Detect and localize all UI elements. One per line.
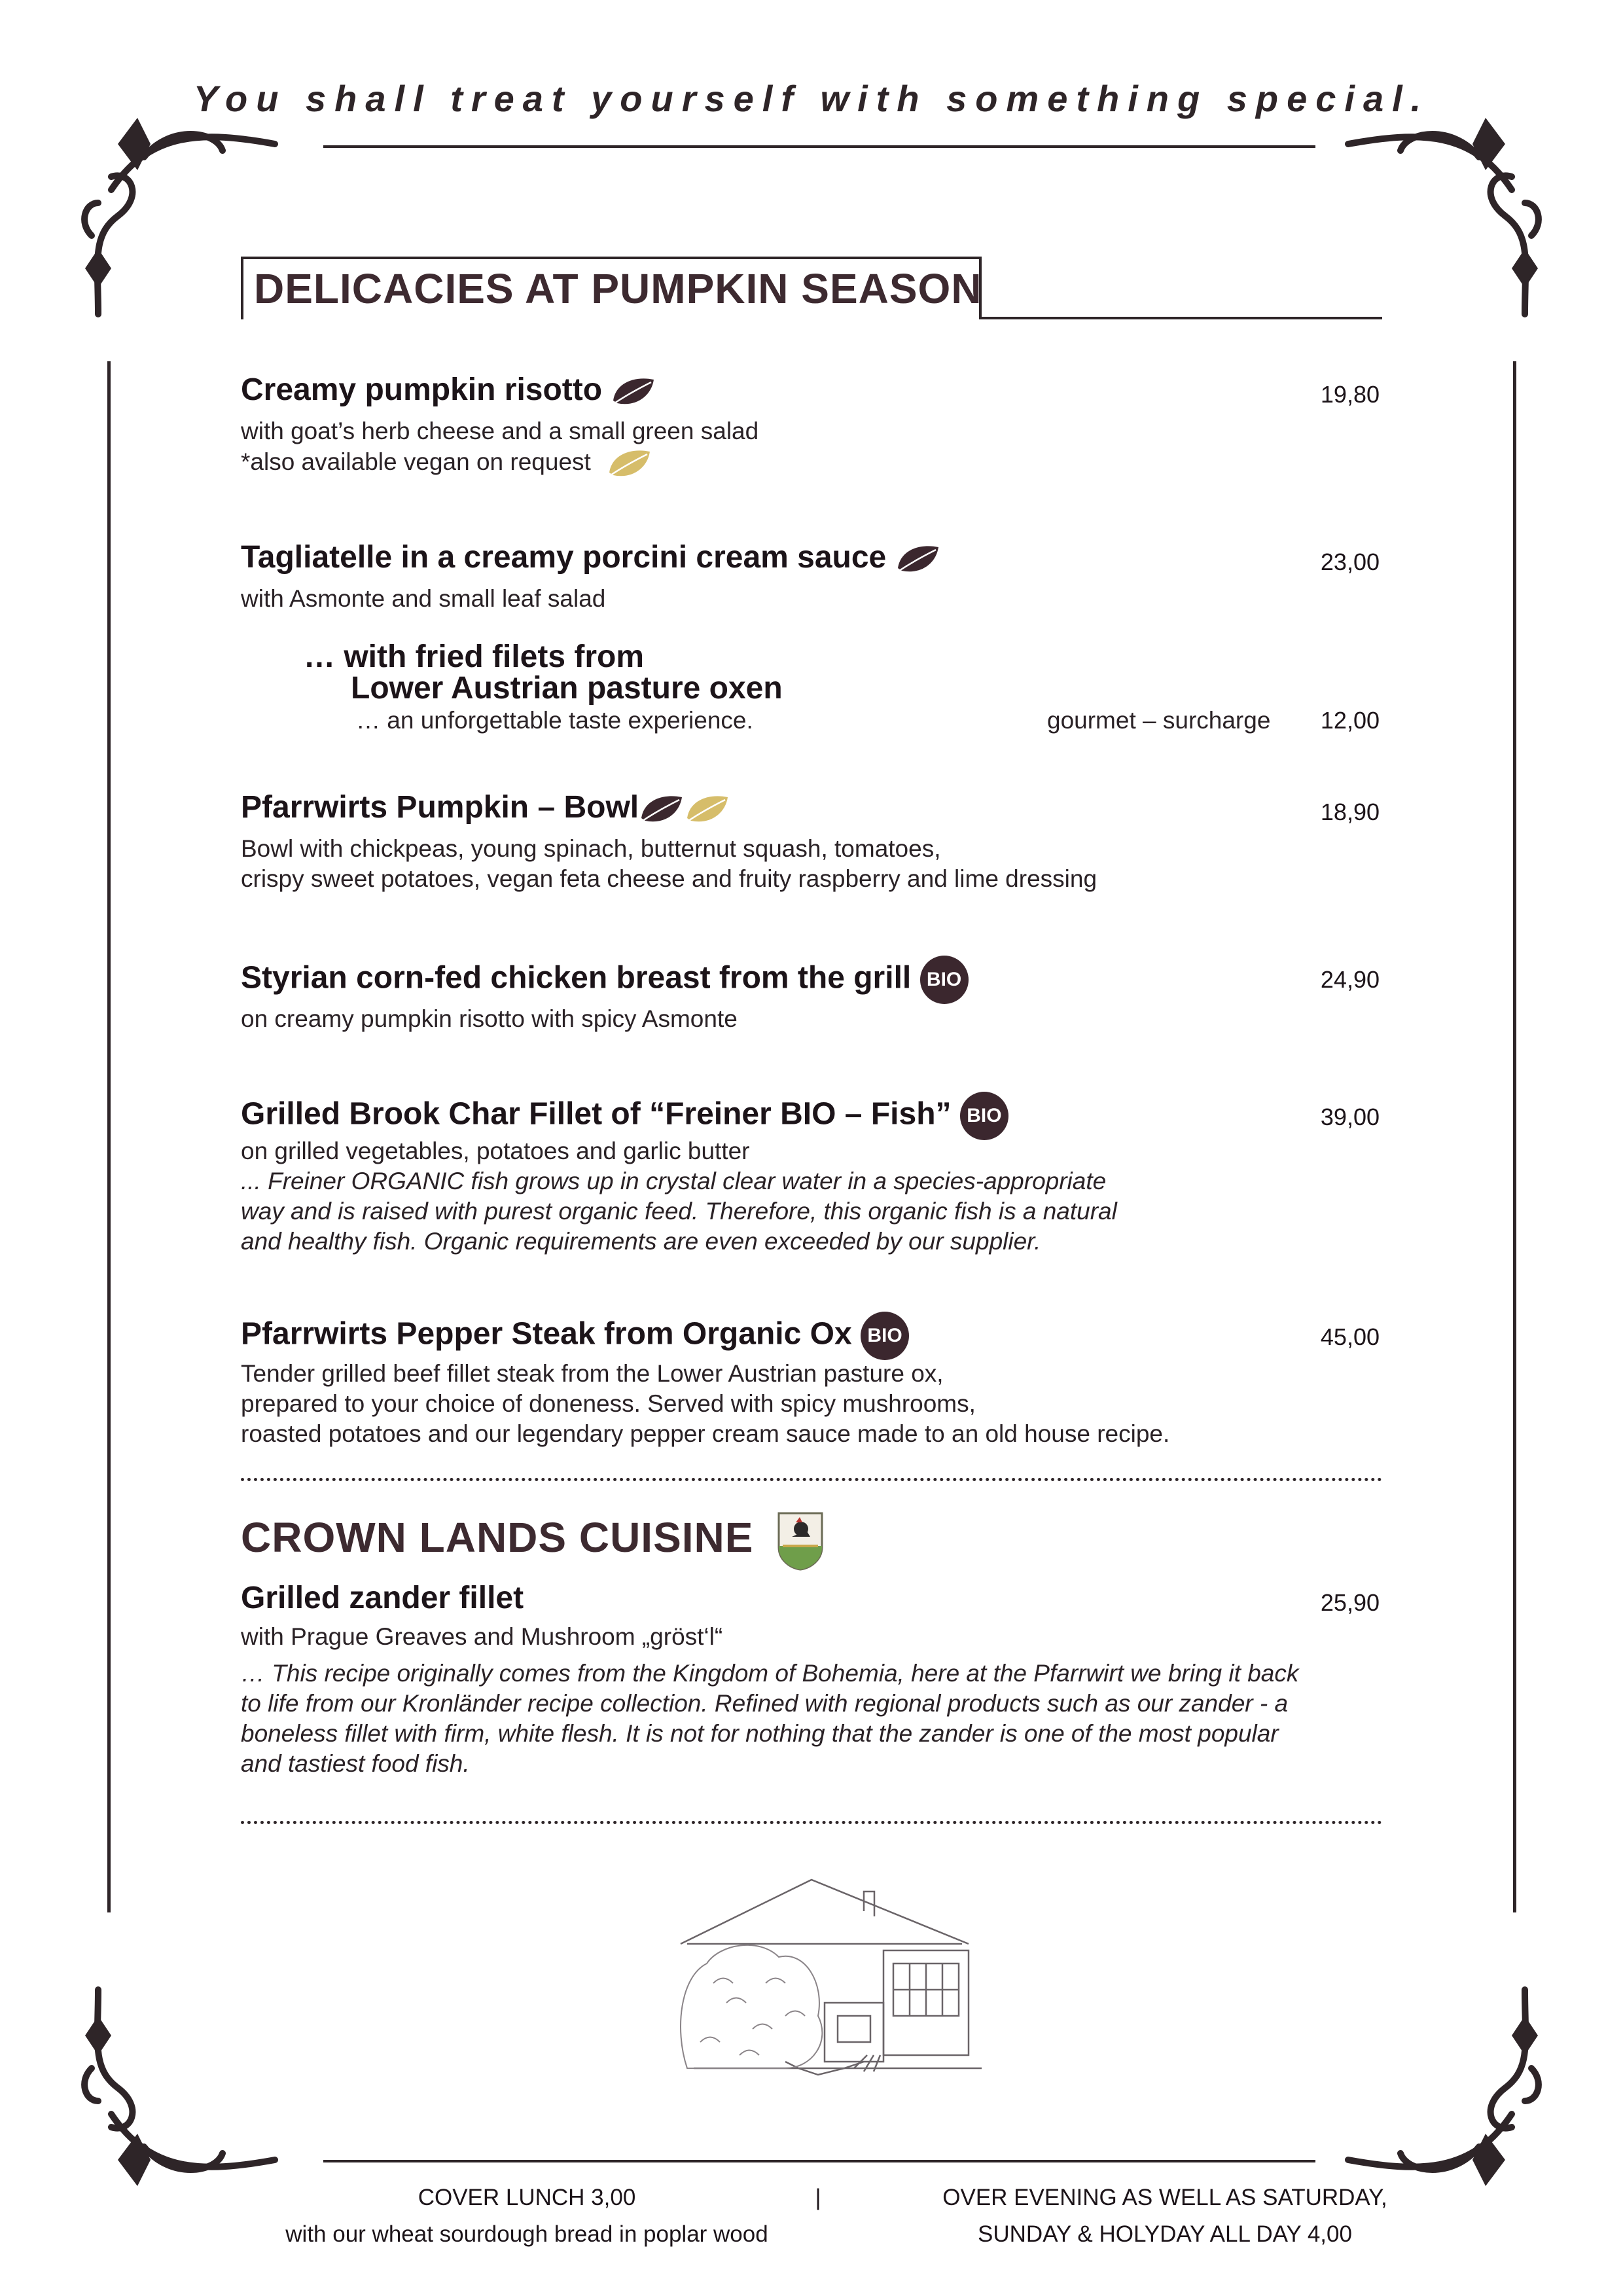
bio-badge: BIO: [861, 1312, 909, 1360]
dish-price: 39,00: [1320, 1103, 1380, 1130]
dish-name: Tagliatelle in a creamy porcini cream sauce: [241, 539, 941, 576]
dish-name: Creamy pumpkin risotto: [241, 372, 656, 408]
corner-ornament-bottom-left-icon: [72, 1977, 281, 2199]
vegan-leaf-icon: [607, 446, 652, 480]
dish-price: 45,00: [1320, 1323, 1380, 1350]
dish-description: with Prague Greaves and Mushroom „gröst‘l“: [241, 1623, 723, 1650]
building-illustration: [668, 1872, 995, 2085]
section-title: DELICACIES AT PUMPKIN SEASON: [254, 265, 982, 312]
corner-ornament-top-right-icon: [1342, 105, 1551, 327]
corner-ornament-bottom-right-icon: [1342, 1977, 1551, 2199]
frame-left-line: [107, 361, 111, 1912]
dish-name: Pfarrwirts Pumpkin – Bowl: [241, 789, 730, 826]
dish-description: Tender grilled beef fillet steak from the Lower Austrian pasture ox, prepared to your choice of doneness. Served with spicy mushrooms, roasted potatoes and our legendary pepper cream sauce made to an old house recipe.: [241, 1360, 1170, 1447]
bio-badge: BIO: [920, 956, 969, 1004]
footer-separator: |: [815, 2185, 821, 2210]
dish-name: Grilled zander fillet: [241, 1581, 524, 1615]
addon-surcharge-label: gourmet – surcharge: [1047, 707, 1271, 734]
tagline: You shall treat yourself with something special.: [193, 78, 1430, 119]
addon-title-line1: … with fried filets from: [304, 639, 645, 674]
dish-description: with goat’s herb cheese and a small green salad *also available vegan on request: [241, 416, 758, 480]
dish-description: on grilled vegetables, potatoes and garlic butter: [241, 1138, 750, 1164]
dish-description: on creamy pumpkin risotto with spicy Asmonte: [241, 1005, 738, 1032]
addon-note: … an unforgettable taste experience.: [356, 707, 753, 734]
dotted-divider: [241, 1478, 1382, 1481]
addon-title-line2: Lower Austrian pasture oxen: [351, 671, 783, 706]
dotted-divider: [241, 1821, 1382, 1824]
dish-description: Bowl with chickpeas, young spinach, butternut squash, tomatoes, crispy sweet potatoes, vegan feta cheese and fruity raspberry and lime dressing: [241, 835, 1097, 892]
vegetarian-leaf-icon: [611, 374, 656, 408]
footer-rule: [323, 2160, 1315, 2162]
header-rule: [323, 145, 1315, 148]
section-title-rule: [982, 317, 1382, 319]
vegetarian-leaf-icon: [639, 792, 685, 826]
dish-price: 25,90: [1320, 1589, 1380, 1616]
frame-right-line: [1513, 361, 1516, 1912]
footer-cover-lunch: COVER LUNCH 3,00 with our wheat sourdough bread in poplar wood: [285, 2185, 768, 2247]
bio-badge: BIO: [960, 1092, 1008, 1140]
dish-price: 24,90: [1320, 966, 1380, 993]
coat-of-arms-icon: [776, 1511, 825, 1571]
dish-price: 23,00: [1320, 548, 1380, 575]
vegetarian-leaf-icon: [895, 542, 941, 576]
dish-price: 19,80: [1320, 381, 1380, 408]
dish-name: Grilled Brook Char Fillet of “Freiner BIO – Fish” BIO: [241, 1092, 1008, 1140]
dish-name: Styrian corn-fed chicken breast from the grill BIO: [241, 956, 969, 1004]
dish-story: ... Freiner ORGANIC fish grows up in crystal clear water in a species-appropriate way and is raised with purest organic feed. Therefore, this organic fish is a natural and healthy fish. Organic requirements are even exceeded by our supplier.: [241, 1168, 1117, 1255]
addon-price: 12,00: [1320, 707, 1380, 734]
dish-name: Pfarrwirts Pepper Steak from Organic Ox BIO: [241, 1312, 909, 1360]
dish-description: with Asmonte and small leaf salad: [241, 585, 606, 612]
footer-cover-evening: OVER EVENING AS WELL AS SATURDAY, SUNDAY & HOLYDAY ALL DAY 4,00: [942, 2185, 1387, 2247]
vegan-leaf-icon: [685, 792, 730, 826]
dish-story: … This recipe originally comes from the Kingdom of Bohemia, here at the Pfarrwirt we bring it back to life from our Kronländer recipe collection. Refined with regional products such as our zander - a boneless fillet with firm, white flesh. It is not for nothing that the zander is one of the most popular and tastiest food fish.: [241, 1660, 1299, 1777]
section-title-crown-lands: CROWN LANDS CUISINE: [241, 1511, 825, 1571]
dish-price: 18,90: [1320, 798, 1380, 825]
